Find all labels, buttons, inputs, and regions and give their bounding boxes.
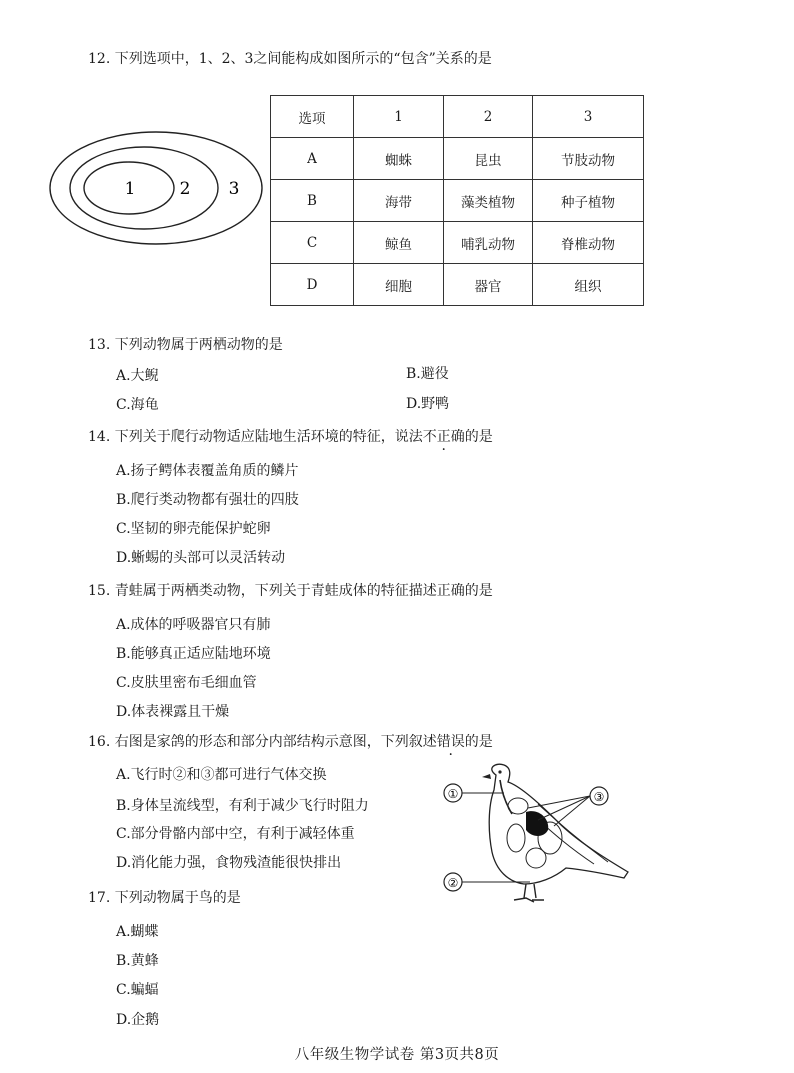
table-row bbox=[271, 180, 644, 222]
q14-option-b[interactable]: B.爬行类动物都有强壮的四肢 bbox=[116, 492, 299, 508]
table-cell: 节肢动物 bbox=[533, 138, 644, 180]
table-header-row bbox=[271, 96, 644, 138]
q13-stem: 13. 下列动物属于两栖动物的是 bbox=[88, 337, 283, 353]
pigeon-lung bbox=[526, 811, 548, 836]
table-row bbox=[271, 138, 644, 180]
q15-option-c[interactable]: C.皮肤里密布毛细血管 bbox=[116, 675, 257, 691]
table-cell: A bbox=[271, 138, 354, 180]
q15-option-a[interactable]: A.成体的呼吸器官只有肺 bbox=[116, 617, 271, 633]
q14-stem-pre: 14. 下列关于爬行动物适应陆地生活环境的特征，说法 bbox=[88, 429, 423, 445]
q16-stem bbox=[88, 731, 493, 751]
q14-stem bbox=[88, 426, 493, 446]
pigeon-feet bbox=[514, 898, 544, 902]
label-3-leader bbox=[554, 796, 590, 826]
table-cell: D bbox=[271, 264, 354, 306]
table-cell: 藻类植物 bbox=[444, 180, 533, 222]
q17-option-d[interactable]: D.企鹅 bbox=[116, 1012, 160, 1028]
q16-stem-pre: 16. 右图是家鸽的形态和部分内部结构示意图，下列叙述 bbox=[88, 734, 437, 750]
table-row bbox=[271, 264, 644, 306]
table-cell: 鲸鱼 bbox=[354, 222, 444, 264]
q16-option-a[interactable]: A.飞行时②和③都可进行气体交换 bbox=[116, 767, 327, 783]
ellipse-label-1: 1 bbox=[124, 179, 136, 199]
pigeon-body-outline bbox=[489, 764, 628, 884]
q17-option-a[interactable]: A.蝴蝶 bbox=[116, 924, 159, 940]
q14-stem-post: 的是 bbox=[464, 429, 493, 445]
ellipse-label-2: 2 bbox=[179, 179, 191, 199]
label-3-text: ③ bbox=[593, 790, 605, 804]
q13-option-d[interactable]: D.野鸭 bbox=[406, 396, 450, 412]
q13-option-b[interactable]: B.避役 bbox=[406, 366, 449, 382]
q17-option-b[interactable]: B.黄蜂 bbox=[116, 953, 159, 969]
table-cell: 昆虫 bbox=[444, 138, 533, 180]
table-cell: B bbox=[271, 180, 354, 222]
pigeon-legs bbox=[524, 884, 536, 898]
q17-option-c[interactable]: C.蝙蝠 bbox=[116, 982, 159, 998]
q15-option-d[interactable]: D.体表裸露且干燥 bbox=[116, 704, 230, 720]
q15-option-b[interactable]: B.能够真正适应陆地环境 bbox=[116, 646, 271, 662]
ellipse-middle bbox=[70, 147, 218, 229]
pigeon-trachea bbox=[500, 780, 512, 814]
pigeon-air-sac bbox=[508, 798, 528, 814]
q16-stem-emphasis: 错误 bbox=[436, 734, 465, 750]
pigeon-air-sac bbox=[526, 848, 546, 868]
table-cell: 细胞 bbox=[354, 264, 444, 306]
q13-option-a[interactable]: A.大鲵 bbox=[116, 368, 159, 384]
q16-option-b[interactable]: B.身体呈流线型，有利于减少飞行时阻力 bbox=[116, 798, 369, 814]
table-cell: 脊椎动物 bbox=[533, 222, 644, 264]
table-header-cell: 选项 bbox=[271, 96, 354, 138]
table-header-cell: 3 bbox=[533, 96, 644, 138]
q12-nested-ellipses-diagram bbox=[48, 128, 268, 248]
ellipse-label-3: 3 bbox=[228, 179, 240, 199]
pigeon-eye bbox=[498, 770, 501, 773]
table-row bbox=[271, 222, 644, 264]
table-header-cell: 1 bbox=[354, 96, 444, 138]
table-cell: 海带 bbox=[354, 180, 444, 222]
q14-stem-emphasis: 不正确 bbox=[422, 429, 465, 445]
q15-stem: 15. 青蛙属于两栖类动物，下列关于青蛙成体的特征描述正确的是 bbox=[88, 583, 493, 599]
q16-option-c[interactable]: C.部分骨骼内部中空，有利于减轻体重 bbox=[116, 826, 355, 842]
q14-option-c[interactable]: C.坚韧的卵壳能保护蛇卵 bbox=[116, 521, 271, 537]
q12-options-table bbox=[270, 95, 644, 306]
label-1-text: ① bbox=[447, 787, 459, 801]
q14-option-d[interactable]: D.蜥蜴的头部可以灵活转动 bbox=[116, 550, 286, 566]
pigeon-air-sac bbox=[507, 824, 525, 852]
table-cell: 种子植物 bbox=[533, 180, 644, 222]
table-cell: 蜘蛛 bbox=[354, 138, 444, 180]
table-header-cell: 2 bbox=[444, 96, 533, 138]
table-cell: 哺乳动物 bbox=[444, 222, 533, 264]
pigeon-beak bbox=[482, 774, 491, 779]
pigeon-structure-diagram bbox=[438, 760, 638, 910]
table-cell: 组织 bbox=[533, 264, 644, 306]
q16-stem-post: 的是 bbox=[464, 734, 493, 750]
label-2-text: ② bbox=[447, 876, 459, 890]
q14-option-a[interactable]: A.扬子鳄体表覆盖角质的鳞片 bbox=[116, 463, 299, 479]
label-3-leader bbox=[538, 796, 590, 820]
table-cell: 器官 bbox=[444, 264, 533, 306]
q17-stem: 17. 下列动物属于鸟的是 bbox=[88, 890, 241, 906]
q12-stem: 12. 下列选项中，1、2、3之间能构成如图所示的“包含”关系的是 bbox=[88, 51, 492, 67]
q13-option-c[interactable]: C.海龟 bbox=[116, 397, 159, 413]
table-cell: C bbox=[271, 222, 354, 264]
page-footer: 八年级生物学试卷 第3页共8页 bbox=[294, 1047, 500, 1063]
q16-option-d[interactable]: D.消化能力强，食物残渣能很快排出 bbox=[116, 855, 342, 871]
